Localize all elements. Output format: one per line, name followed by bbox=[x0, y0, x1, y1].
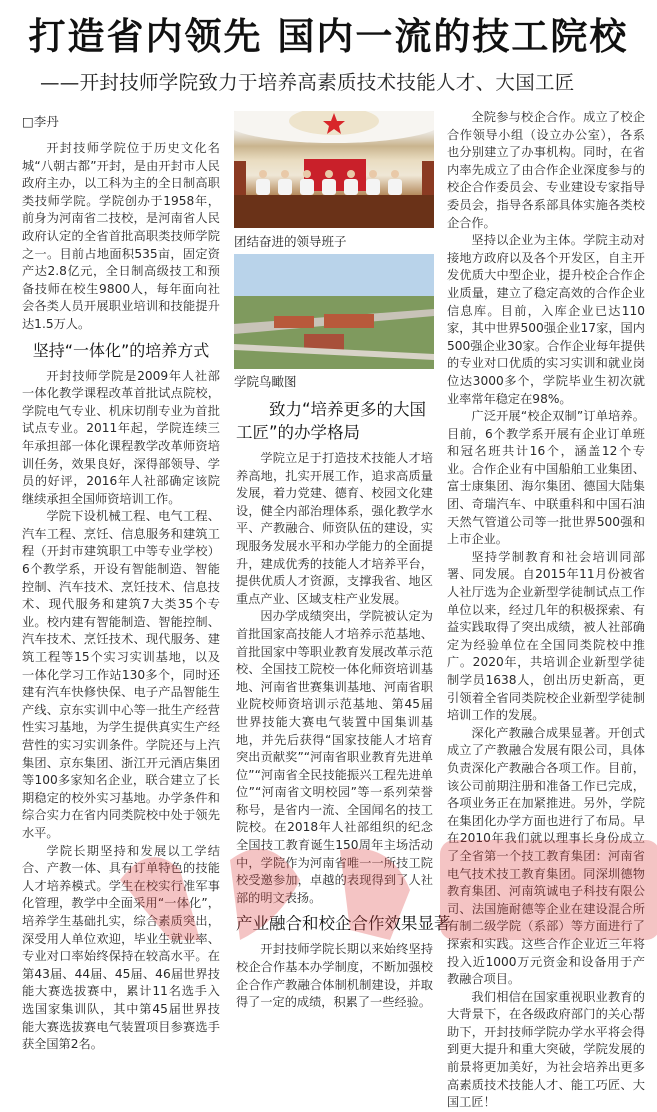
leadership-photo-icon bbox=[234, 111, 434, 228]
photo-caption: 学院鸟瞰图 bbox=[234, 374, 297, 389]
paragraph: 开封技师学院长期以来始终坚持校企合作基本办学制度，不断加强校企合作产教融合体制机制建设，并取得了一定的成绩，积累了一些经验。 bbox=[236, 942, 433, 1010]
photo-leadership-team bbox=[234, 111, 434, 228]
section-title: 坚持“一体化”的培养方式 bbox=[32, 340, 210, 360]
paragraph: 因办学成绩突出，学院被认定为首批国家高技能人才培养示范基地、首批国家中等职业教育发展改革示范校、全国技工院校一体化师资培训基地、河南省世赛集训基地、河南省职业院校师资培训示范基地、第45届世界技能大赛电气装置中国集训基地，并先后获得“国家技能人才培育突出贡献奖”“河南省职业教育先进单位”“河南省全民技能振兴工程先进单位”“河南省文明校园”等一系列荣誉称号，是省内一流、全国闻名的技工院校。在2018年人社部组织的纪念全国技工教育诞生150周年主场活动中，学院作为河南省唯一一所技工院校受邀参加，卓越的表现得到了人社部的明文表扬。 bbox=[236, 609, 433, 905]
headline: 打造省内领先 国内一流的技工院校 bbox=[28, 14, 629, 58]
photo-campus-aerial bbox=[234, 254, 434, 369]
column-2 bbox=[236, 392, 451, 1012]
photo-caption: 团结奋进的领导班子 bbox=[234, 234, 347, 249]
paragraph: 坚持以企业为主体。学院主动对接地方政府以及各个开发区，自主开发优质大中型企业，提升校企合作企业质量，建立了稳定高效的合作企业信息库。目前，入库企业已达110家，其中世界500强企业17家，国内500强企业30家。合作企业每年提供的专业对口优质的实习实训和就业岗位达3000多个，学院毕业生初次就业率常年稳定在98%。 bbox=[447, 233, 645, 406]
section-title: 致力“培养更多的大国工匠”的办学格局 bbox=[236, 400, 427, 442]
paragraph: 开封技师学院是2009年人社部一体化教学课程改革首批试点院校，学院电气专业、机床切削专业为首批试点专业。2011年起，学院连续三年承担部一体化课程教学改革师资培训任务，效果良好，深得部领导、学员的好评，2016年人社部确定该院继续承担全国师资培训工作。 bbox=[22, 368, 220, 506]
paragraph: 深化产教融合成果显著。开创式成立了产教融合发展有限公司，具体负责深化产教融合各项工作。目前，该公司前期注册和准备工作已完成，各项业务正在加紧推进。另外，学院在集团化办学方面也进行了布局。早在2010年我们就以理事长身份成立了全省第一个技工教育集团：河南省电气技术技工教育集团。同深圳德物教育集团、河南筑诚电子科技有限公司、法国施耐德等企业在建设混合所有制二级学院（系部）等方面进行了探索和实践。这些合作企业近三年将投入近1000万元资金和设备用于产教融合项目。 bbox=[447, 725, 645, 987]
paragraph: 学院长期坚持和发展以工学结合、产教一体、具有订单特色的技能人才培养模式。学生在校实行准军事化管理，教学中全面采用“一体化”，培养学生基础扎实，综合素质突出，深受用人单位欢迎，毕业生就业率、专业对口率始终保持在较高水平。在第43届、44届、45届、46届世界技能大赛选拔赛中，累计11名选手入选国家集训队，其中第45届世界技能大赛选拔赛电气装置项目参赛选手获全国第2名。 bbox=[22, 843, 220, 1052]
campus-aerial-photo-icon bbox=[234, 254, 434, 369]
byline: □李丹 bbox=[22, 114, 59, 129]
paragraph: 广泛开展“校企双制”订单培养。目前，6个教学系开展有企业订单班和冠名班共计16个，涵盖12个专业。合作企业有中国船舶工业集团、富士康集团、海尔集团、德国大陆集团、奇瑞汽车、中联重科和中国石油天然气管道公司等一批世界500强和上市企业。 bbox=[447, 409, 645, 547]
paragraph: 学院立足于打造技术技能人才培养高地，扎实开展工作，追求高质量发展，着力党建、德育、校园文化建设，健全内部治理体系，强化教学水平、产教融合、师资队伍的建设，实现服务发展水平和办学能力的全面提升，建成优秀的技能人才培养平台，提供优质人才资源，支撑我省、地区重点产业、区域支柱产业发展。 bbox=[236, 451, 433, 606]
subheadline: ——开封技师学院致力于培养高素质技术技能人才、大国工匠 bbox=[40, 71, 575, 94]
paragraph: 全院参与校企合作。成立了校企合作领导小组（设立办公室），各系也分别建立了办事机构。同时，在省内率先成立了由合作企业深度参与的校企合作委员会、专业建设专家指导委员会，指导各系部具体实施各类校企合作。 bbox=[447, 110, 645, 230]
paragraph: 我们相信在国家重视职业教育的大背景下，在各级政府部门的关心帮助下，开封技师学院办学水平将会得到更大提升和重大突破，学院发展的前景将更加美好，为社会培养出更多高素质技术技能人才、能工巧匠、大国工匠！ bbox=[447, 989, 645, 1110]
section-title: 产业融合和校企合作效果显著 bbox=[236, 914, 451, 934]
column-3 bbox=[447, 109, 645, 1112]
paragraph: 坚持学制教育和社会培训同部署、同发展。自2015年11月份被省人社厅选为企业新型学徒制试点工作单位以来，经过几年的积极探索、有益实践取得了突出成绩，被人社部确定为经验单位在全国同类院校中推广。2020年，共培训企业新型学徒制学员1638人，创出历史新高，更引领着全省同类院校企业新型学徒制培训工作的发展。 bbox=[447, 549, 645, 723]
paragraph: 学院下设机械工程、电气工程、汽车工程、烹饪、信息服务和建筑工程（开封市建筑职工中等专业学校）6个教学系，开设有智能制造、智能控制、汽车技术、烹饪技术、信息技术、现代服务和建筑7大类35个专业。校内建有智能制造、智能控制、汽车技术、烹饪技术、现代服务、建筑工程等15个实习实训基地，以及一体化学习工作站130多个，同时还建有汽车快修快保、电子产品智能生产线、京东实训中心等一批生产经营性实习基地，为学生提供真实生产经营性的实习实训条件。学院还与上汽集团、京东集团、浙江开元酒店集团等100多家知名企业，联合建立了长期稳定的校外实习基地。办学条件和综合实力在省内同类院校中处于领先水平。 bbox=[22, 509, 220, 840]
paragraph: 开封技师学院位于历史文化名城“八朝古都”开封，是由开封市人民政府主办，以工科为主的全日制高职类技师学院。学院创办于1958年，前身为河南省二技校，是河南省人民政府认定的全省首批高职类技师学院之一。目前占地面积535亩，固定资产达2.8亿元，全日制高级技工和预备技师在校生9800人，每年面向社会各类人员开展职业培训和技能提升达1.5万人。 bbox=[22, 141, 220, 331]
column-1 bbox=[22, 140, 220, 1054]
